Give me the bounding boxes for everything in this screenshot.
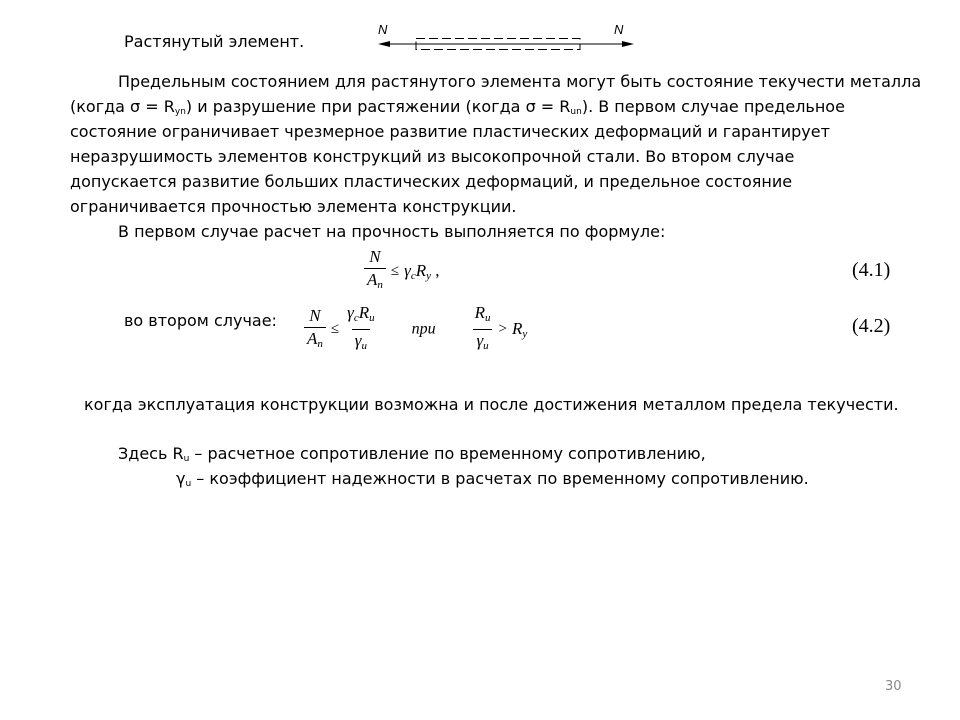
fraction-n-over-an-2: $\frac{N}{An}$ [304,307,326,353]
tension-element-diagram [376,22,636,56]
right-arrowhead [622,41,634,47]
element-title: Растянутый элемент. [124,32,305,51]
para2: В первом случае расчет на прочность выполняется по формуле: [118,222,666,241]
para1-line2-a: (когда σ = R [70,97,175,116]
para1-line3: состояние ограничивает чрезмерное развитие пластических деформаций и гарантирует [70,122,830,141]
para1-line1: Предельным состоянием для растянутого элемента могут быть состояние текучести металла [118,72,922,91]
equation-number-4-1: (4.1) [852,259,891,281]
equation-number-4-2: (4.2) [852,315,891,337]
fraction-ru-over-gamma-u: $\frac{Ru}{\gamma u}$ [472,304,494,355]
ryn-subscript: yn [174,107,186,117]
formula-4-2: $\frac{N}{An}$ ≤ $\frac{\text{γcRu}}{\gamma u}$ при $\frac{Ru}{\gamma u}$ > Ry [304,304,527,355]
fraction-n-over-an: $\frac{N}{An}$ [364,248,386,294]
force-label-right: N [614,22,624,37]
left-arrowhead [378,41,390,47]
definition-gamma-u: $\gamma_u$ – коэффициент надежности в расчетах по временному сопротивлению. [176,469,809,489]
run-subscript: un [570,107,582,117]
formula2-intro: во втором случае: [124,311,277,330]
fraction-gamma-ru-over-gamma-u: $\frac{\text{γcRu}}{\gamma u}$ [344,304,377,355]
para1-line4: неразрушимость элементов конструкций из высокопрочной стали. Во втором случае [70,147,795,166]
formula-4-1: $\frac{N}{An}$ ≤ γcRy , [364,248,440,294]
word-pri: при [411,320,436,338]
para1-line6: ограничивается прочностью элемента конструкции. [70,197,517,216]
para1-line5: допускается развитие больших пластических деформаций, и предельное состояние [70,172,793,191]
force-label-left: N [378,22,388,37]
para1-line2-c: ). В первом случае предельное [581,97,845,116]
para3: когда эксплуатация конструкции возможна и после достижения металлом предела текучести. [84,395,899,414]
para1-line2-b: ) и разрушение при растяжении (когда σ = R [185,97,571,116]
definition-ru: Здесь $R_u$ – расчетное сопротивление по временному сопротивлению, [118,444,706,464]
page-number: 30 [885,679,902,694]
